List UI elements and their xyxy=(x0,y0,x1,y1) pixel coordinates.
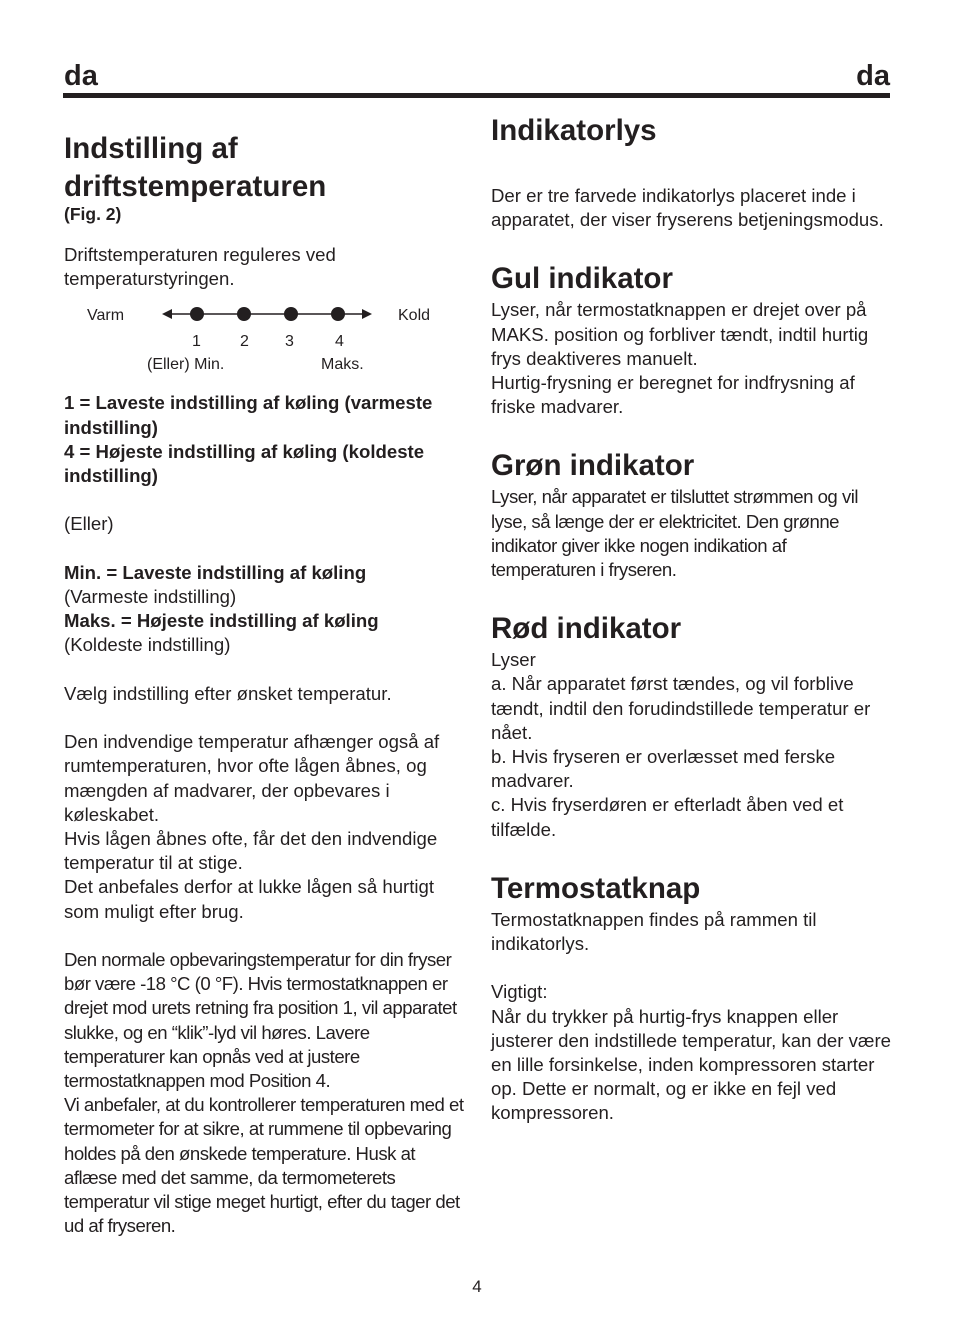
red-item-a: a. Når apparatet først tændes, og vil forblive tændt, indtil den forudindstillede temperatur er nået. xyxy=(491,673,871,743)
paragraph-thermometer: Vi anbefaler, at du kontrollerer temperaturen med et termometer for at sikre, at rummene til opbevaring holdes på den ønskede temperature. Husk at aflæse med det samme, da termometerets temperatur vil stige meget hurtigt, efter du tager det ud af fryseren. xyxy=(64,1094,464,1237)
choose-text: Vælg indstilling efter ønsket temperatur. xyxy=(64,682,392,704)
important-label: Vigtigt: xyxy=(491,981,548,1003)
section-title-indicators: Indikatorlys xyxy=(491,114,657,147)
green-text: Lyser, når apparatet er tilsluttet strømmen og vil lyse, så længe der er elektricitet. Den grønne indikator giver ikke nogen indikation af temperaturen i fryseren. xyxy=(491,486,859,581)
yellow-text-1: Lyser, når termostatknappen er drejet over på MAKS. position og forbliver tændt, indtil hurtig frys deaktiveres manuelt. xyxy=(491,299,869,369)
yellow-text-2: Hurtig-frysning er beregnet for indfrysning af friske madvarer. xyxy=(491,372,855,418)
scale-label-min: (Eller) Min. xyxy=(147,356,225,374)
language-code-right: da xyxy=(856,60,890,92)
scale-label-cold: Kold xyxy=(398,307,431,325)
right-column xyxy=(491,112,891,1126)
figure-reference: (Fig. 2) xyxy=(64,204,122,224)
scale-position-4: 4 xyxy=(335,333,344,351)
definition-max: Maks. = Højeste indstilling af køling xyxy=(64,610,379,632)
paragraph-storage-temperature: Den normale opbevaringstemperatur for din fryser bør være -18 °C (0 °F). Hvis termostatknappen er drejet mod urets retning fra position 1, vil apparatet slukke, og en “klik”-lyd vil høres. Lavere temperaturer kan opnås ved at justere termostatknappen mod Position 4. xyxy=(64,949,457,1092)
indicators-text: Der er tre farvede indikatorlys placeret inde i apparatet, der viser fryserens betjeningsmodus. xyxy=(491,185,884,231)
red-lyser: Lyser xyxy=(491,649,536,671)
definition-min-sub: (Varmeste indstilling) xyxy=(64,586,237,607)
scale-dot-1 xyxy=(190,307,204,321)
scale-dot-4 xyxy=(331,307,345,321)
section-title-red: Rød indikator xyxy=(491,612,682,646)
paragraph-interior-temperature: Den indvendige temperatur afhænger også af rumtemperaturen, hvor ofte lågen åbnes, og mængden af madvarer, der opbevares i køleskabet. xyxy=(64,731,440,825)
scale-label-warm: Varm xyxy=(87,307,125,325)
section-title-green: Grøn indikator xyxy=(491,449,695,483)
language-code-left: da xyxy=(64,60,98,92)
definition-max-sub: (Koldeste indstilling) xyxy=(64,634,231,656)
thermostat-text: Termostatknappen findes på rammen til indikatorlys. xyxy=(491,908,817,955)
page-number: 4 xyxy=(472,1277,482,1296)
scale-position-1: 1 xyxy=(192,333,201,351)
scale-dot-2 xyxy=(237,307,251,321)
left-column xyxy=(64,130,464,1238)
or-text: (Eller) xyxy=(64,513,114,535)
definition-min: Min. = Laveste indstilling af køling xyxy=(64,561,367,583)
section-title-yellow: Gul indikator xyxy=(491,262,673,296)
scale-position-3: 3 xyxy=(285,333,294,351)
definition-4: 4 = Højeste indstilling af køling (koldeste indstilling) xyxy=(64,440,425,487)
scale-label-max: Maks. xyxy=(321,356,364,374)
red-item-b: b. Hvis fryseren er overlæsset med ferske madvarer. xyxy=(491,746,836,792)
section-title-temperature: Indstilling af driftstemperaturen xyxy=(64,132,327,203)
scale-slider-graphic xyxy=(160,301,374,327)
important-text: Når du trykker på hurtig-frys knappen eller justerer den indstillede temperatur, kan der være en lille forsinkelse, inden kompressoren starter op. Dette er normalt, og er ikke en fejl ved kompressoren. xyxy=(491,1005,891,1124)
intro-text: Driftstemperaturen reguleres ved temperaturstyringen. xyxy=(64,244,336,290)
paragraph-close-door: Det anbefales derfor at lukke lågen så hurtigt som muligt efter brug. xyxy=(64,876,435,922)
red-item-c: c. Hvis fryserdøren er efterladt åben ved et tilfælde. xyxy=(491,794,844,840)
paragraph-door-opening: Hvis lågen åbnes ofte, får det den indvendige temperatur til at stige. xyxy=(64,828,438,874)
section-title-thermostat: Termostatknap xyxy=(491,871,701,905)
scale-position-2: 2 xyxy=(240,333,249,351)
temperature-scale xyxy=(64,301,464,381)
definition-1: 1 = Laveste indstilling af køling (varmeste indstilling) xyxy=(64,392,433,438)
header-rule xyxy=(63,93,890,98)
scale-dot-3 xyxy=(284,307,298,321)
